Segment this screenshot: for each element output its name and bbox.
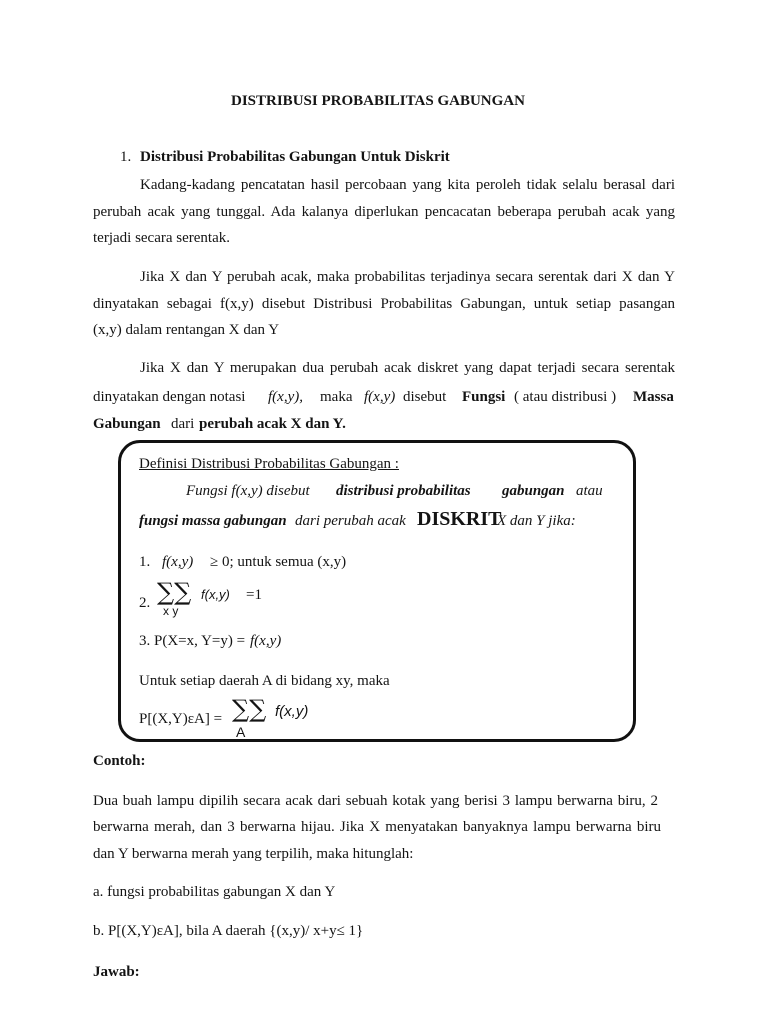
para2-line1: Jika X dan Y perubah acak, maka probabilitas terjadinya secara serentak dari X dan Y xyxy=(140,269,675,285)
para1-line2: perubah acak yang tunggal. Ada kalanya diperlukan pencacatan beberapa perubah acak yang xyxy=(93,204,675,220)
para3-line1: Jika X dan Y merupakan dua perubah acak diskret yang dapat terjadi secara serentak xyxy=(140,360,675,376)
contoh-item-a: a. fungsi probabilitas gabungan X dan Y xyxy=(93,884,336,900)
condition-2-number: 2. xyxy=(139,595,151,611)
condition-3-f: f(x,y) xyxy=(250,633,282,649)
para3-l2-fxy2: f(x,y) xyxy=(364,389,396,405)
definition-line1-atau: atau xyxy=(576,483,603,499)
definition-line2-fungsi-massa: fungsi massa gabungan xyxy=(139,513,287,529)
condition-1-number: 1. xyxy=(139,554,151,570)
definition-line2-xy: X dan Y jika: xyxy=(497,513,576,529)
region-sum-sign: ∑∑ xyxy=(232,695,267,723)
contoh-line2: berwarna merah, dan 3 berwarna hijau. Jika X menyatakan banyaknya lampu berwarna biru xyxy=(93,819,661,835)
contoh-line1: Dua buah lampu dipilih secara acak dari sebuah kotak yang berisi 3 lampu berwarna biru, 2 xyxy=(93,793,658,809)
condition-2-f: f(x,y) xyxy=(201,587,230,602)
para1-line1: Kadang-kadang pencatatan hasil percobaan yang kita peroleh tidak selalu berasal dari xyxy=(140,177,675,193)
para3-l2-disebut: disebut xyxy=(403,389,447,405)
para3-l3-dari: dari xyxy=(171,416,195,432)
para1-line3: terjadi secara serentak. xyxy=(93,230,230,246)
para3-l3-gabungan: Gabungan xyxy=(93,416,161,432)
region-sum-index: A xyxy=(236,724,246,740)
para3-l2-massa: Massa xyxy=(633,389,674,405)
condition-1-text: ≥ 0; untuk semua (x,y) xyxy=(210,554,347,570)
definition-line1-distribusi: distribusi probabilitas xyxy=(336,483,471,499)
definition-line1-fungsi: Fungsi f(x,y) disebut xyxy=(186,483,310,499)
definition-line1-gabungan: gabungan xyxy=(502,483,565,499)
region-sum-f: f(x,y) xyxy=(275,703,309,720)
para3-l2-notasi: dinyatakan dengan notasi xyxy=(93,389,246,405)
double-sum-index: x y xyxy=(163,604,179,618)
contoh-heading: Contoh: xyxy=(93,753,146,769)
para3-l2-fxy: f(x,y), xyxy=(268,389,303,405)
jawab-heading: Jawab: xyxy=(93,964,140,980)
page-title: DISTRIBUSI PROBABILITAS GABUNGAN xyxy=(231,93,525,109)
definition-title: Definisi Distribusi Probabilitas Gabungan : xyxy=(139,456,399,472)
para3-l3-perubah: perubah acak X dan Y. xyxy=(199,416,346,432)
area-statement: Untuk setiap daerah A di bidang xy, maka xyxy=(139,673,390,689)
double-sum-sign: ∑∑ xyxy=(157,578,192,606)
condition-1-f: f(x,y) xyxy=(162,554,194,570)
probability-expression: P[(X,Y)εA] = xyxy=(139,711,223,727)
contoh-line3: dan Y berwarna merah yang terpilih, maka hitunglah: xyxy=(93,846,414,862)
para2-line3: (x,y) dalam rentangan X dan Y xyxy=(93,322,280,338)
condition-2-equals: =1 xyxy=(246,587,262,603)
para2-line2: dinyatakan sebagai f(x,y) disebut Distribusi Probabilitas Gabungan, untuk setiap pasangan xyxy=(93,296,675,312)
para3-l2-atau-distribusi: ( atau distribusi ) xyxy=(514,389,617,405)
para3-l2-maka: maka xyxy=(320,389,353,405)
section-number: 1. xyxy=(120,149,132,165)
para3-l2-fungsi: Fungsi xyxy=(462,389,506,405)
condition-3-text: 3. P(X=x, Y=y) = xyxy=(139,633,246,649)
definition-line2-diskrit: DISKRIT xyxy=(417,508,502,530)
contoh-item-b: b. P[(X,Y)εA], bila A daerah {(x,y)/ x+y≤ 1} xyxy=(93,923,364,939)
definition-line2-dari: dari perubah acak xyxy=(295,513,406,529)
section-heading: Distribusi Probabilitas Gabungan Untuk Diskrit xyxy=(140,149,450,165)
